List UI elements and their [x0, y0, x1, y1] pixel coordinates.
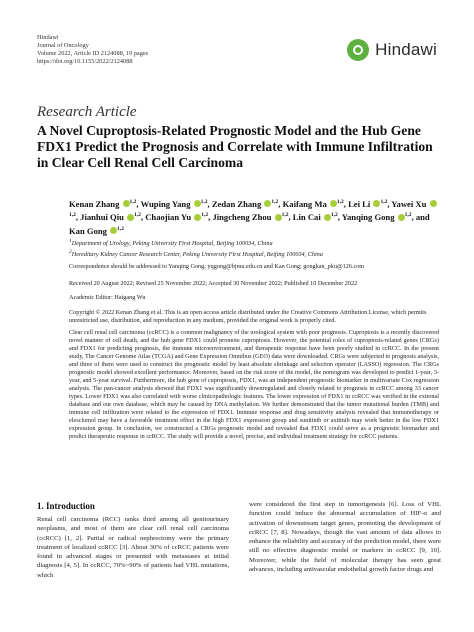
orcid-icon[interactable]: [194, 200, 201, 207]
article-type: Research Article: [37, 104, 137, 120]
section-heading-introduction: 1. Introduction: [37, 501, 95, 511]
orcid-icon[interactable]: [275, 214, 282, 221]
orcid-icon[interactable]: [330, 200, 337, 207]
author-affiliation-sup: 1,2: [330, 212, 338, 219]
author-affiliation-sup: 1,2: [117, 225, 124, 232]
author-affiliation-sup: 1,2: [380, 199, 388, 205]
intro-column-right: were considered the first step in tumorigenesis [6]. Loss of VHL function could induce the abnormal accumulation of HIF-α and activation of downstream target genes, promoting the development of ccRCC [7, 8]. Nowadays, though the vast amount of data allows to enhance the reliability and accuracy of the prediction model, there were still no effective diagnostic model or markers in ccRCC [9, 10]. Moreover, while the field of molecular therapy has seen great advances, including antivascular endothelial growth factor drugs and: [249, 501, 441, 574]
academic-editor: Academic Editor: Haigang Wu: [69, 294, 146, 301]
author-name[interactable]: Wuping Yang $^{1,2}$: [140, 198, 208, 209]
author-name[interactable]: Jingcheng Zhou $^{1,2}$: [212, 212, 289, 223]
volume-line: Volume 2022, Article ID 2124088, 19 pages: [37, 50, 149, 57]
intro-column-left: Renal cell carcinoma (RCC) ranks third among all genitourinary neoplasms, and most of them are clear cell renal cell carcinoma (ccRCC) [1, 2]. Partial or radical nephrectomy were the primary treatment of localized ccRCC [3]. About 30% of ccRCC patients were found in advanced stages or presented with metastases at initial diagnosis [4, 5]. In ccRCC, 70%~90% of patients had VHL mutations, which: [37, 516, 229, 579]
affiliation-2: 2Hereditary Kidney Cancer Research Center, Peking University First Hospital, Beijing 100034, China: [69, 249, 323, 259]
publisher-name: Hindawi: [37, 34, 59, 41]
author-name[interactable]: Yanqing Gong $^{1,2}$: [341, 212, 412, 223]
hindawi-logo-icon: [346, 38, 370, 62]
article-title: A Novel Cuproptosis-Related Prognostic Model and the Hub Gene FDX1 Predict the Prognosis and Correlate with Immune Infiltration in Clear Cell Renal Cell Carcinoma: [37, 123, 433, 170]
author-name[interactable]: Kaifang Ma $^{1,2}$: [282, 198, 344, 209]
author-name[interactable]: Yawei Xu $^{1,2}$: [69, 199, 437, 222]
author-affiliation-sup: 1,2: [201, 212, 209, 219]
orcid-icon[interactable]: [398, 214, 405, 221]
author-name[interactable]: Lin Cai $^{1,2}$: [292, 212, 338, 223]
author-and: and: [413, 212, 430, 223]
affiliation-1: 1Department of Urology, Peking University First Hospital, Beijing 100034, China: [69, 238, 273, 248]
doi-link[interactable]: https://doi.org/10.1155/2022/2124088: [37, 58, 133, 65]
author-name[interactable]: Zedan Zhang $^{1,2}$: [211, 198, 279, 209]
author-affiliation-sup: 1,2: [271, 199, 279, 205]
author-affiliation-sup: 1,2: [336, 199, 344, 205]
affiliations: [69, 237, 429, 259]
author-name[interactable]: Jianhui Qiu $^{1,2}$: [80, 212, 141, 223]
copyright-notice: Copyright © 2022 Kenan Zhang et al. This is an open access article distributed under the Creative Commons Attribution License, which permits unrestricted use, distribution, and reproduction in any medium, provided the original work is properly cited.: [69, 309, 427, 324]
orcid-icon[interactable]: [324, 214, 331, 221]
author-name[interactable]: Chaojian Yu $^{1,2}$: [145, 212, 209, 223]
author-name[interactable]: Kan Gong $^{1,2}$: [69, 225, 124, 236]
journal-name: Journal of Oncology: [37, 42, 89, 49]
author-name[interactable]: Lei Li $^{1,2}$: [348, 198, 388, 209]
author-affiliation-sup: 1,2: [200, 199, 208, 205]
publication-meta: [37, 34, 148, 66]
author-affiliation-sup: 1,2: [281, 212, 289, 219]
abstract-text: Clear cell renal cell carcinoma (ccRCC) is a common malignancy of the urological system with poor prognosis. Cuproptosis is a recently discovered novel manner of cell death, and the hub gene FDX1 could promote cuproptosis. However, the potential roles of cuproptosis-related genes (CRGs) and FDX1 for predicting prognosis, the immune microenvironment, and therapeutic response have been poorly studied in ccRCC. In the present study, The Cancer Genome Atlas (TCGA) and Gene Expression Omnibus (GEO) data were downloaded. CRGs were subjected to prognosis analysis, and three of them were used to construct the prognostic model by least absolute shrinkage and selection operator (LASSO) regression. The CRGs prognostic model showed excellent performance. Moreover, based on the risk score of the model, the nomogram was developed to predict 1-year, 3-year, and 5-year survival. Furthermore, the hub gene of cuproptosis, FDX1, was an independent prognostic biomarker in multivariate Cox regression analysis. The pan-cancer analysis showed that FDX1 was significantly downregulated and closely related to prognosis in ccRCC among 33 cancer types. Lower FDX1 was also correlated with worse clinicopathologic features. The lower expression of FDX1 in ccRCC was verified in the external database and our own database, which may be caused by DNA methylation. We further demonstrated that the tumor mutational burden (TMB) and immune cell infiltration were related to the expression of FDX1. Immune response and drug sensitivity analysis revealed that immunotherapy or elesclomol may have a favorable treatment effect in the high FDX1 expression group and sunitinib or axitinib may work better in the low FDX1 expression group. In conclusion, we constructed a CRGs prognostic model and revealed that FDX1 could serve as a prognostic biomarker and predict therapeutic response in ccRCC. The study will provide a novel, precise, and individual treatment strategy for ccRCC patients.: [69, 329, 439, 440]
orcid-icon[interactable]: [127, 214, 134, 221]
author-list: Kenan Zhang $^{1,2}$, Wuping Yang $^{1,2}$, Zedan Zhang $^{1,2}$, Kaifang Ma $^{1,2}$, Lei Li $^{1,2}$, Yawei Xu $^{1,2}$, Jianhui Qiu $^{1,2}$, Chaojian Yu $^{1,2}$, Jingcheng Zhou $^{1,2}$, Lin Cai $^{1,2}$, Yanqing Gong $^{1,2}$, and Kan Gong $^{1,2}$: [69, 197, 439, 237]
correspondence: Correspondence should be addressed to Yanqing Gong; yqgong@bjmu.edu.cn and Kan Gong; gongkan_pku@126.com: [69, 263, 365, 270]
hindawi-logo: [346, 38, 437, 62]
author-affiliation-sup: 1,2: [404, 212, 412, 219]
author-name[interactable]: Kenan Zhang $^{1,2}$: [69, 198, 137, 209]
orcid-icon[interactable]: [430, 200, 437, 207]
logo-text: Hindawi: [375, 40, 437, 59]
publication-dates: Received 20 August 2022; Revised 25 November 2022; Accepted 30 November 2022; Published 10 December 2022: [69, 280, 358, 287]
author-affiliation-sup: 1,2: [129, 199, 137, 205]
author-affiliation-sup: 1,2: [69, 212, 76, 219]
orcid-icon[interactable]: [123, 200, 130, 207]
author-affiliation-sup: 1,2: [134, 212, 141, 219]
